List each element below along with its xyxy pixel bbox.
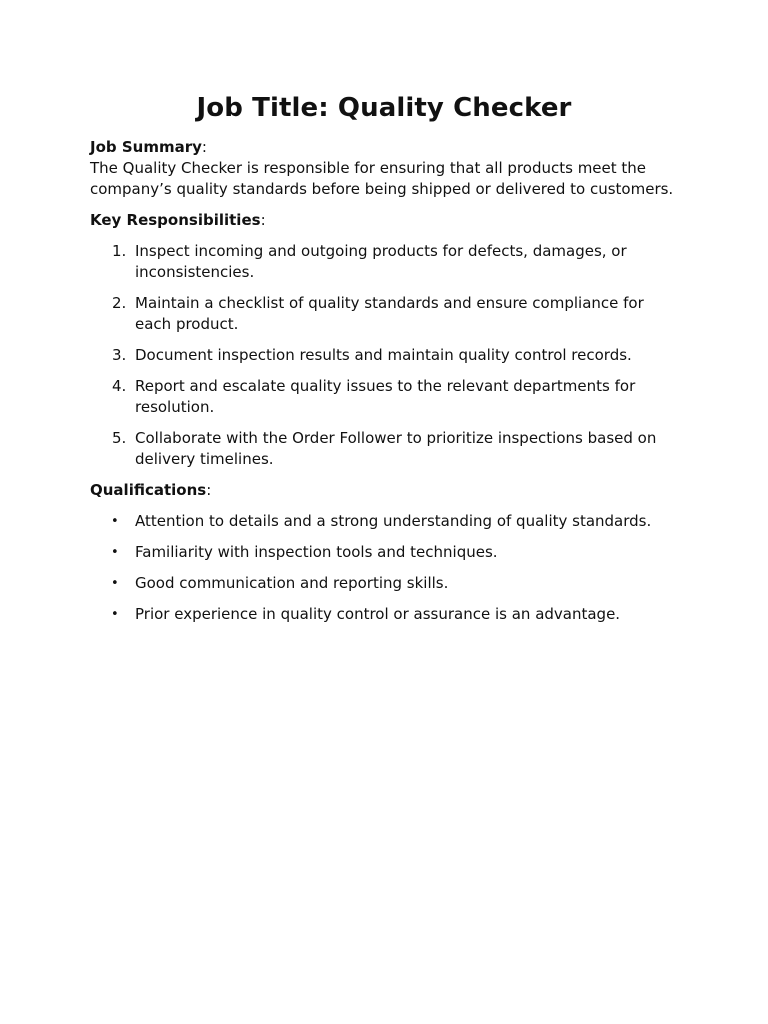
list-number: 5.	[112, 429, 127, 447]
list-item	[90, 376, 678, 418]
bullet-icon: •	[111, 514, 119, 529]
qualifications-list	[90, 511, 678, 625]
list-item	[90, 293, 678, 335]
list-item-text: Prior experience in quality control or assurance is an advantage.	[135, 605, 621, 623]
job-summary-text: The Quality Checker is responsible for ensuring that all products meet the company’s quality standards before being shipped or delivered to customers.	[90, 159, 674, 198]
list-item-text: Familiarity with inspection tools and techniques.	[135, 543, 498, 561]
list-item-text: Document inspection results and maintain quality control records.	[135, 346, 632, 364]
list-number: 1.	[112, 242, 127, 260]
bullet-icon: •	[111, 576, 119, 591]
qualifications-heading-colon: :	[206, 481, 212, 499]
qualifications-heading	[90, 480, 678, 501]
job-summary-heading-label: Job Summary	[90, 138, 202, 156]
list-item-text: Good communication and reporting skills.	[135, 574, 449, 592]
page-title: Job Title: Quality Checker	[196, 93, 572, 123]
key-responsibilities-heading-label: Key Responsibilities	[90, 211, 261, 229]
list-item	[90, 604, 678, 625]
list-item	[90, 428, 678, 470]
job-summary-heading-colon: :	[201, 138, 207, 156]
list-item	[90, 542, 678, 563]
list-item	[90, 241, 678, 283]
bullet-icon: •	[111, 545, 119, 560]
list-item-text: Attention to details and a strong understanding of quality standards.	[135, 512, 652, 530]
list-item	[90, 511, 678, 532]
list-number: 2.	[112, 294, 127, 312]
list-item	[90, 573, 678, 594]
list-item-text: Collaborate with the Order Follower to prioritize inspections based on delivery timelines.	[135, 429, 657, 468]
bullet-icon: •	[111, 607, 119, 622]
list-item	[90, 345, 678, 366]
job-summary-heading	[90, 137, 678, 158]
responsibilities-list	[90, 241, 678, 470]
list-number: 4.	[112, 377, 127, 395]
key-responsibilities-heading-colon: :	[260, 211, 266, 229]
list-item-text: Maintain a checklist of quality standards and ensure compliance for each product.	[135, 294, 644, 333]
qualifications-heading-label: Qualifications	[90, 481, 207, 499]
list-item-text: Report and escalate quality issues to the relevant departments for resolution.	[135, 377, 636, 416]
list-number: 3.	[112, 346, 127, 364]
list-item-text: Inspect incoming and outgoing products for defects, damages, or inconsistencies.	[135, 242, 627, 281]
key-responsibilities-heading	[90, 210, 678, 231]
